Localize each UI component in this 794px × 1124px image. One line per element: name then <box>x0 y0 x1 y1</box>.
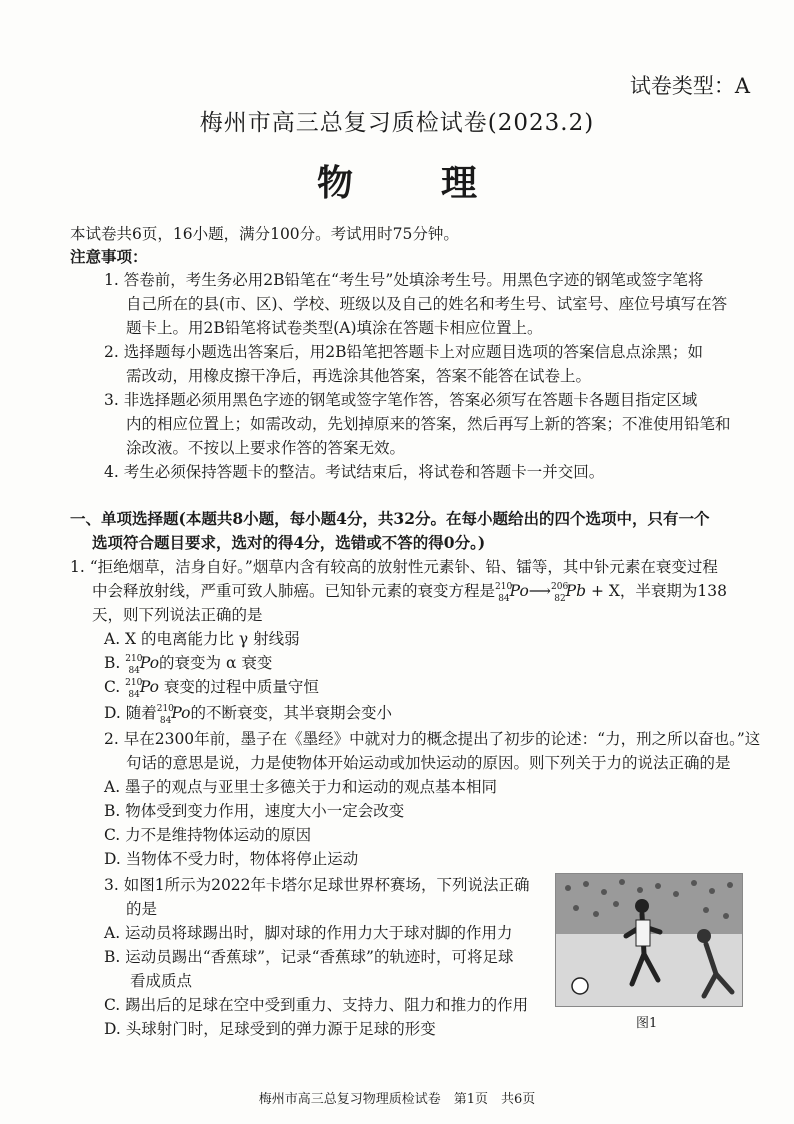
po-atomic-number: 84 <box>498 594 510 604</box>
subject-char-1: 物 <box>316 162 353 204</box>
subject-title <box>0 155 794 206</box>
notice-line: 自己所在的县(市、区)、学校、班级以及自己的姓名和考生号、试室号、座位号填写在答 <box>126 295 728 313</box>
question-3-option-b-cont: 看成质点 <box>130 972 193 990</box>
question-1-option-a: A. X 的电离能力比 γ 射线弱 <box>104 630 300 648</box>
question-3-option-c: C. 踢出后的足球在空中受到重力、支持力、阻力和推力的作用 <box>104 996 529 1014</box>
question-3-option-a: A. 运动员将球踢出时，脚对球的作用力大于球对脚的作用力 <box>104 924 513 942</box>
pb-mass-number: 206 <box>551 582 569 592</box>
notice-line: 1. 答卷前，考生务必用2B铅笔在“考生号”处填涂考生号。用黑色字迹的钢笔或签字笔将 <box>104 271 704 289</box>
exam-title: 梅州市高三总复习质检试卷(2023.2) <box>199 110 595 136</box>
notice-line: 涂改液。不按以上要求作答的答案无效。 <box>126 439 406 457</box>
pb-atomic-number: 82 <box>554 594 566 604</box>
question-1-text: 天，则下列说法正确的是 <box>92 606 263 624</box>
notice-heading: 注意事项： <box>70 247 148 266</box>
subject-char-2: 理 <box>441 162 478 204</box>
question-3-text: 的是 <box>126 900 158 918</box>
figure-caption: 图1 <box>636 1016 658 1031</box>
notice-line: 3. 非选择题必须用黑色字迹的钢笔或签字笔作答，答案必须写在答题卡各题目指定区域 <box>104 391 698 409</box>
question-1-option-c: C. $^{210}_{84}$Po 衰变的过程中质量守恒 <box>104 678 319 700</box>
world-cup-photo <box>555 873 743 1007</box>
notice-line: 题卡上。用2B铅笔将试卷类型(A)填涂在答题卡相应位置上。 <box>126 319 543 337</box>
question-2-option-c: C. 力不是维持物体运动的原因 <box>104 826 312 844</box>
section-heading: 一、单项选择题(本题共8小题，每小题4分，共32分。在每小题给出的四个选项中，只有一个 <box>70 509 710 528</box>
paper-type-label: 试卷类型：A <box>629 74 750 98</box>
notice-line: 2. 选择题每小题选出答案后，用2B铅笔把答题卡上对应题目选项的答案信息点涂黑；如 <box>104 343 703 361</box>
question-1-text: 1. “拒绝烟草，洁身自好。”烟草内含有较高的放射性元素钋、铅、镭等，其中钋元素在衰变过程 <box>70 558 718 576</box>
reaction-arrow: ⟶ <box>528 582 552 600</box>
question-2-text: 句话的意思是说，力是使物体开始运动或加快运动的原因。则下列关于力的说法正确的是 <box>126 754 731 772</box>
question-2-text: 2. 早在2300年前，墨子在《墨经》中就对力的概念提出了初步的论述：“力，刑之所以奋也。”这 <box>104 730 761 748</box>
section-heading: 选项符合题目要求，选对的得4分，选错或不答的得0分。) <box>92 533 486 552</box>
exam-intro: 本试卷共6页，16小题，满分100分。考试用时75分钟。 <box>70 225 459 243</box>
question-3-option-b: B. 运动员踢出“香蕉球”，记录“香蕉球”的轨迹时，可将足球 <box>104 948 514 966</box>
question-3-text: 3. 如图1所示为2022年卡塔尔足球世界杯赛场，下列说法正确 <box>104 876 530 894</box>
question-2-option-a: A. 墨子的观点与亚里士多德关于力和运动的观点基本相同 <box>104 778 498 796</box>
page-footer: 梅州市高三总复习物理质检试卷 第1页 共6页 <box>258 1092 536 1107</box>
question-2-option-b: B. 物体受到变力作用，速度大小一定会改变 <box>104 802 405 820</box>
question-2-option-d: D. 当物体不受力时，物体将停止运动 <box>104 850 359 868</box>
notice-line: 需改动，用橡皮擦干净后，再选涂其他答案，答案不能答在试卷上。 <box>126 367 592 385</box>
soccer-scene-image <box>556 874 742 1006</box>
question-1-option-b: B. $^{210}_{84}$Po的衰变为 α 衰变 <box>104 654 273 676</box>
notice-line: 内的相应位置上；如需改动，先划掉原来的答案，然后再写上新的答案；不准使用铅笔和 <box>126 415 731 433</box>
po-mass-number: 210 <box>495 582 513 592</box>
question-1-option-d: D. 随着$^{210}_{84}$Po的不断衰变，其半衰期会变小 <box>104 704 393 726</box>
pb-symbol: Pb <box>565 582 587 600</box>
notice-line: 4. 考生必须保持答题卡的整洁。考试结束后，将试卷和答题卡一并交回。 <box>104 463 605 481</box>
question-1-equation-line: 中会释放射线，严重可致人肺癌。已知钋元素的衰变方程是$^{210}_{84}$Po⟶$^{206}_{82}$Pb + X，半衰期为138 <box>92 582 728 604</box>
po-symbol: Po <box>509 582 529 600</box>
question-3-option-d: D. 头球射门时，足球受到的弹力源于足球的形变 <box>104 1020 436 1038</box>
